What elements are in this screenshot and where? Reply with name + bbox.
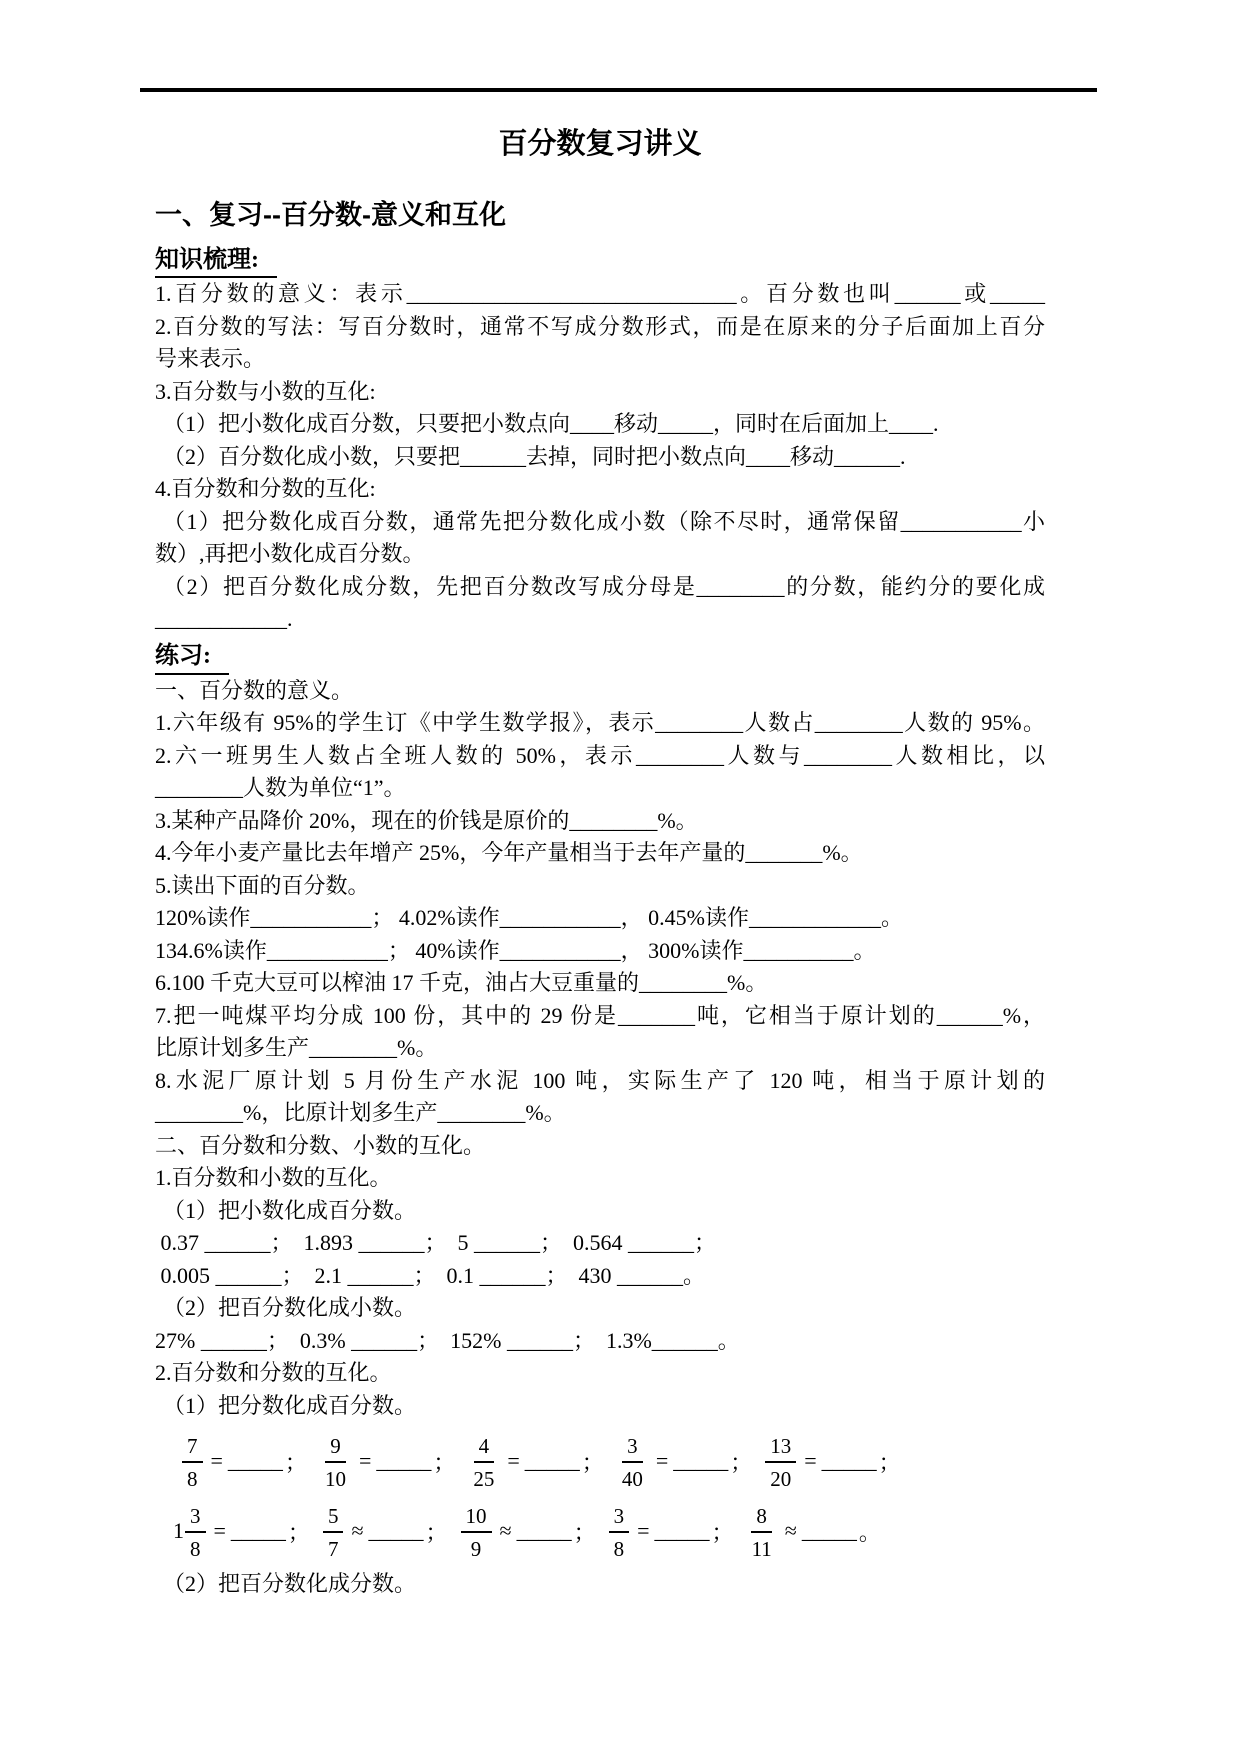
fraction: $\frac{10}{9}$ [461, 1503, 492, 1560]
practice-line: ________人数为单位“1”。 [155, 775, 406, 800]
practice-line: 6.100 千克大豆可以榨油 17 千克，油占大豆重量的________%。 [155, 970, 768, 995]
practice-line: 8.水泥厂原计划 5 月份生产水泥 100 吨，实际生产了 120 吨，相当于原计划的 [155, 1067, 1045, 1093]
section-heading: 一、复习--百分数-意义和互化 [155, 200, 506, 230]
knowledge-line: （2）百分数化成小数，只要把______去掉，同时把小数点向____移动______. [163, 443, 906, 469]
practice-line: （2）把百分数化成小数。 [163, 1295, 417, 1320]
fraction: $\frac{3}{8}$ [185, 1503, 206, 1560]
practice-line: （2）把百分数化成分数。 [163, 1571, 417, 1596]
page-title: 百分数复习讲义 [498, 128, 702, 160]
blank-underline: _____ [673, 1448, 729, 1473]
fraction: $\frac{4}{25}$ [473, 1433, 495, 1491]
fraction-item: $\frac{3}{40}$ = _____ ； [616, 1433, 752, 1490]
fraction-item: $\frac{9}{10}$ = _____ ； [319, 1433, 455, 1490]
blank-underline: _____ [654, 1518, 710, 1543]
fraction: $\frac{3}{8}$ [609, 1503, 630, 1560]
fraction-item: $\frac{5}{7}$ ≈ _____ ； [322, 1503, 448, 1560]
knowledge-line: 4.百分数和分数的互化: [155, 476, 376, 501]
practice-line: 2.百分数和分数的互化。 [155, 1360, 392, 1385]
practice-line: 7.把一吨煤平均分成 100 份，其中的 29 份是_______吨，它相当于原计划的______%， [155, 1002, 1045, 1028]
practice-heading: 练习: [155, 640, 1045, 675]
blank-underline: _____ [230, 1518, 286, 1543]
practice-line: 1.六年级有 95%的学生订《中学生数学报》，表示________人数占________人数的 95%。 [155, 710, 1045, 735]
practice-line: 一、百分数的意义。 [155, 677, 354, 703]
knowledge-line: 1.百分数的意义：表示______________________________。百分数也叫______或_____ [155, 281, 1045, 306]
knowledge-line: ____________. [155, 606, 293, 631]
knowledge-line: （2）把百分数化成分数，先把百分数改写成分母是________的分数，能约分的要化成 [163, 573, 1045, 599]
blank-underline: _____ [524, 1448, 580, 1473]
knowledge-line: 号来表示。 [155, 346, 266, 371]
fraction: $\frac{3}{40}$ [621, 1433, 643, 1491]
practice-line: 120%读作___________； 4.02%读作___________， 0.45%读作____________。 [155, 905, 903, 930]
practice-line: 0.37 ______； 1.893 ______； 5 ______； 0.564 ______； [155, 1230, 717, 1255]
knowledge-line: （1）把分数化成百分数，通常先把分数化成小数（除不尽时，通常保留___________小 [163, 508, 1045, 534]
practice-line: 比原计划多生产________%。 [155, 1035, 438, 1060]
fraction: $\frac{5}{7}$ [323, 1503, 344, 1560]
fraction: $\frac{8}{11}$ [751, 1503, 772, 1561]
fraction-item: 1 $\frac{3}{8}$ = _____ ； [173, 1503, 310, 1561]
blank-underline: _____ [516, 1518, 572, 1543]
practice-line: 2.六一班男生人数占全班人数的 50%，表示________人数与________人数相比，以 [155, 742, 1045, 768]
knowledge-line: 数）,再把小数化成百分数。 [155, 541, 425, 566]
practice-line: 5.读出下面的百分数。 [155, 872, 370, 898]
fraction-row [173, 1500, 1045, 1562]
practice-line: 0.005 ______； 2.1 ______； 0.1 ______； 430 ______。 [155, 1262, 706, 1288]
fraction-row [181, 1430, 1045, 1492]
practice-line: 3.某种产品降价 20%，现在的价钱是原价的________%。 [155, 807, 698, 833]
knowledge-heading: 知识梳理: [155, 245, 1045, 278]
fraction-item: $\frac{3}{8}$ = _____ ； [608, 1503, 734, 1560]
practice-line: 134.6%读作___________； 40%读作___________， 300%读作__________。 [155, 937, 876, 963]
practice-line: 27% ______； 0.3% ______； 152% ______； 1.3%______。 [155, 1327, 740, 1353]
blank-underline: _____ [801, 1518, 857, 1543]
document-content [155, 0, 1045, 1601]
practice-line: 二、百分数和分数、小数的互化。 [155, 1132, 486, 1158]
blank-underline: _____ [368, 1518, 424, 1543]
knowledge-line: 2.百分数的写法：写百分数时，通常不写成分数形式，而是在原来的分子后面加上百分 [155, 313, 1045, 339]
fraction: $\frac{9}{10}$ [324, 1433, 346, 1491]
practice-line: 1.百分数和小数的互化。 [155, 1165, 392, 1190]
practice-line: （1）把小数化成百分数。 [163, 1197, 417, 1223]
practice-line: （1）把分数化成百分数。 [163, 1392, 417, 1418]
fraction: $\frac{13}{20}$ [765, 1433, 796, 1490]
practice-line: 4.今年小麦产量比去年增产 25%，今年产量相当于去年产量的_______%。 [155, 840, 863, 865]
knowledge-line: （1）把小数化成百分数，只要把小数点向____移动_____，同时在后面加上____. [163, 411, 939, 436]
fraction-item: $\frac{13}{20}$ = _____ ； [764, 1433, 900, 1490]
fraction-item: $\frac{4}{25}$ = _____ ； [467, 1433, 603, 1490]
fraction: $\frac{7}{8}$ [182, 1433, 203, 1490]
blank-underline: _____ [227, 1448, 283, 1473]
blank-underline: _____ [821, 1448, 877, 1473]
fraction-item: $\frac{8}{11}$ ≈ _____ 。 [746, 1503, 881, 1560]
knowledge-line: 3.百分数与小数的互化: [155, 378, 376, 404]
blank-underline: _____ [376, 1448, 432, 1473]
fraction-item: $\frac{7}{8}$ = _____ ； [181, 1433, 307, 1490]
practice-line: ________%，比原计划多生产________%。 [155, 1100, 566, 1125]
fraction-item: $\frac{10}{9}$ ≈ _____ ； [460, 1503, 596, 1560]
